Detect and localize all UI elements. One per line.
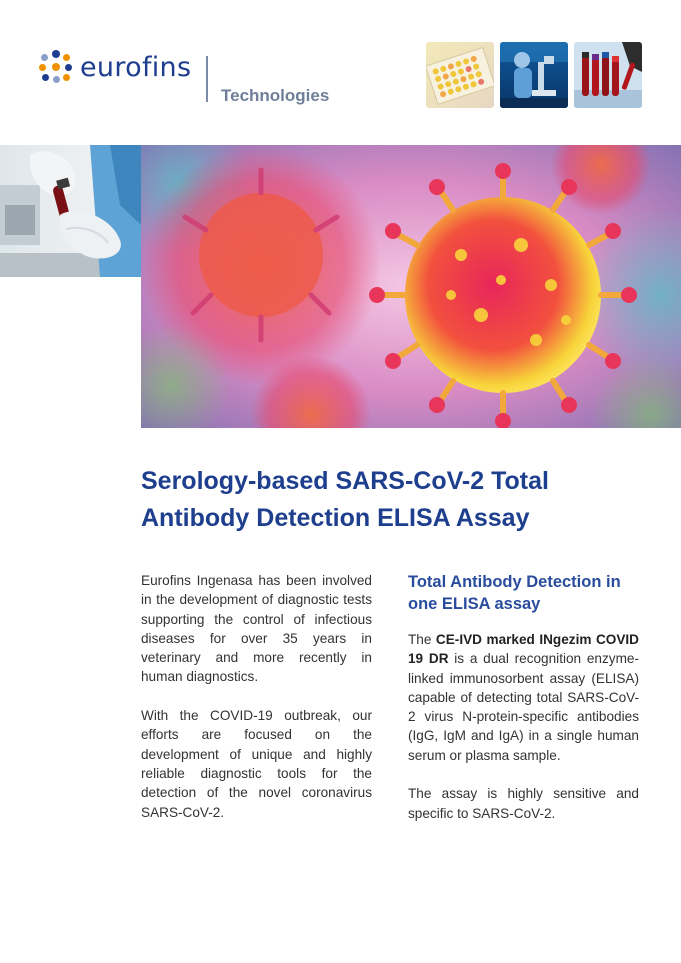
- lab-microscope-image: [500, 42, 568, 108]
- section-heading: [408, 571, 648, 615]
- assay-product-name: CE-IVD marked INgezim COVID 19 DR: [408, 632, 639, 667]
- title-line-1: Serology-based SARS-CoV-2 Total: [141, 467, 549, 495]
- intro-paragraph-1: Eurofins Ingenasa has been involved in the development of diagnostic tests supporting the control of infectious diseases for over 35 years in veterinary and more recently in human diagnostics.: [141, 573, 372, 685]
- gloved-hands-sample-image: [0, 145, 141, 277]
- title-line-2: Antibody Detection ELISA Assay: [141, 504, 530, 532]
- assay-p1-pre: The: [408, 632, 436, 647]
- assay-column: [408, 630, 639, 842]
- intro-paragraph-2: With the COVID-19 outbreak, our efforts are focused on the development of unique and highly reliable diagnostic tools for the detection of the novel coronavirus SARS-CoV-2.: [141, 708, 372, 820]
- eurofins-logo: [39, 50, 191, 84]
- brand-subtitle: Technologies: [221, 86, 330, 105]
- brand-name: eurofins: [80, 51, 192, 83]
- eurofins-dots-icon: [39, 50, 73, 84]
- document-title: [141, 463, 661, 537]
- intro-column: [141, 571, 372, 841]
- assay-paragraph-1: [408, 630, 639, 765]
- header-divider: [206, 56, 208, 102]
- elisa-plate-image: [426, 42, 494, 108]
- assay-paragraph-2: The assay is highly sensitive and specific to SARS-CoV-2.: [408, 786, 639, 821]
- assay-p1-post: is a dual recognition enzyme-linked immunosorbent assay (ELISA) capable of detecting total SARS-CoV-2 virus N-protein-specific antibodies (IgG, IgM and IgA) in a single human serum or plasma sample.: [408, 651, 639, 763]
- header-thumbnails: [426, 42, 642, 108]
- blood-sample-tubes-image: [574, 42, 642, 108]
- section-heading-line-2: one ELISA assay: [408, 595, 541, 613]
- coronavirus-hero-image: [141, 145, 681, 428]
- section-heading-line-1: Total Antibody Detection in: [408, 573, 621, 591]
